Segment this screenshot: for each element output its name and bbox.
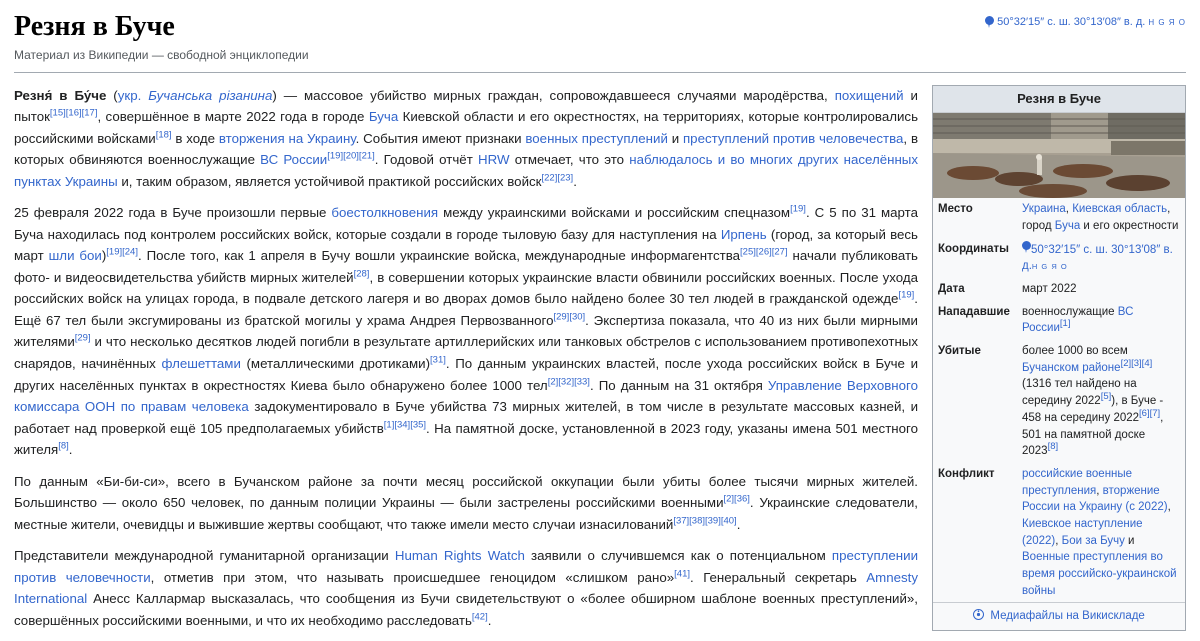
reference-marker[interactable]: [18] [155, 129, 172, 141]
infobox-title: Резня в Буче [933, 86, 1185, 114]
infobox-row-label: Конфликт [938, 467, 995, 480]
article-link[interactable]: наблюдалось и во многих других населённых пунктах Украины [14, 152, 918, 189]
article-text: , 501 на памятной доске 2023 [1022, 411, 1164, 458]
infobox-row-value [1017, 238, 1185, 278]
article-text: ( [106, 87, 118, 103]
article-link[interactable]: Бучанском районе [1022, 361, 1121, 374]
article-text: и [1124, 534, 1135, 547]
article-text: , в совершении которых украинские власти обвинили российских военных. После ухода российских войск на улицах города, в подвале детского лагеря и во дворах домов было найдено более 30 тел людей в гражданской одежде [14, 269, 919, 307]
article-text: . Экспертиза показала, что 40 из них были мирными жителями [14, 312, 918, 350]
article-text: 25 февраля 2022 года в Буче произошли первые [14, 205, 332, 221]
reference-marker[interactable]: [42] [471, 611, 488, 623]
infobox-row [933, 340, 1185, 463]
infobox-table [933, 198, 1185, 602]
article-link[interactable]: похищений [834, 87, 904, 103]
article-paragraph [14, 471, 918, 536]
commons-link[interactable]: Медиафайлы на Викискладе [990, 610, 1145, 623]
infobox-row-label: Место [938, 203, 973, 216]
article-text: . Украинские следователи, местные жители, очевидцы и выжившие жертвы сообщают, что также имели место случаи изнасилований [14, 495, 918, 532]
article-text: . [573, 173, 577, 189]
article-text: более 1000 во всем [1022, 345, 1128, 358]
article-link[interactable]: Управление Верховного комиссара ООН по правам человека [14, 377, 918, 415]
reference-marker[interactable]: [41] [674, 568, 691, 580]
article-link[interactable]: шли бои [48, 248, 102, 264]
article-text: , [1055, 534, 1062, 547]
article-link[interactable]: военных преступлений [525, 130, 668, 146]
article-text: начали публиковать фото- и видеосвидетельства убийств мирных жителей [14, 248, 918, 285]
infobox-row [933, 301, 1185, 340]
article-text: По данным «Би-би-си», всего в Бучанском районе за почти месяц российской оккупации были убиты более тысячи мирных жителей. Большинство — около 650 человек, по данным полиции Украины — были застрелены российскими военными [14, 473, 918, 511]
article-text: . [736, 516, 741, 532]
geohack-icons[interactable]: H G Я O [1031, 262, 1068, 272]
infobox-row-value [1017, 463, 1185, 602]
infobox-commons-row[interactable] [933, 602, 1185, 630]
article-text: Анесс Каллармар высказалась, что сообщения из Бучи свидетельствуют о «более обширном шаблоне военных преступлений», совершённых российскими военными, и что их необходимо расследовать [14, 591, 918, 628]
reference-marker[interactable]: [29] [74, 333, 91, 345]
article-text: . Ещё 67 тел были эксгумированы из братской могилы у храма Андрея Первозванного [14, 291, 918, 328]
article-paragraph [14, 85, 918, 193]
article-text: . С 5 по 31 марта Буча находилась под контролем российских войск, которые создали в городе тыловую базу для наступления на [14, 205, 918, 242]
article-text: задокументировало в Буче убийства 73 мирных жителей, в том числе в результате массовых казней, и работает над проверкой ещё 105 предполагаемых убийств [14, 399, 919, 436]
coordinates-link[interactable]: 50°32′15″ с. ш. 30°13′08″ в. д. [997, 16, 1146, 28]
reference-marker[interactable]: [6][7] [1139, 408, 1161, 419]
map-marker-icon [985, 16, 994, 28]
reference-marker[interactable]: [37][38][39][40] [673, 515, 737, 527]
article-link[interactable]: боестолкновения [331, 205, 439, 221]
article-text: заявили о случившемся как о потенциальном [524, 548, 832, 564]
article-text: , [1167, 501, 1171, 514]
article-term: Резня́ в Бу́че [14, 87, 107, 103]
article-text: и что несколько десятков людей погибли в результате артиллерийских или танковых обстрелов с использованием противопехотных снарядов, начинённых [14, 334, 918, 371]
infobox-row [933, 278, 1185, 301]
article-text: . По данным украинских властей, после ухода российских войск в Буче и других населённых пунктах в окрестностях Киева было обнаружено более 1000 тел [14, 355, 918, 393]
reference-marker[interactable]: [28] [353, 268, 370, 280]
article-text: военнослужащие [1022, 305, 1118, 318]
infobox-row [933, 238, 1185, 278]
infobox-row-label: Убитые [938, 345, 981, 358]
article-link[interactable]: Буча [1054, 220, 1081, 233]
article-link[interactable]: Киевская область [1072, 203, 1168, 216]
article-text: отмечает, что это [509, 152, 630, 168]
infobox-row-value [1017, 301, 1185, 340]
article-link[interactable]: Буча [368, 109, 399, 125]
article-text: (город, за который весь март [14, 226, 918, 264]
reference-marker[interactable]: [19] [790, 203, 806, 215]
article-link[interactable]: укр. [117, 87, 142, 103]
reference-marker[interactable]: [19][20][21] [327, 150, 375, 162]
article-link[interactable]: Amnesty International [14, 569, 919, 607]
article-text: . По данным на 31 октября [589, 377, 768, 393]
article-text: , в которых обвиняются военнослужащие [14, 130, 919, 168]
article-text: (1316 тел найдено на середину 2022 [1022, 378, 1137, 408]
reference-marker[interactable]: [8] [1047, 441, 1059, 453]
article-text: и [667, 130, 683, 146]
page-title: Резня в Буче [14, 11, 175, 42]
article-text: . [68, 442, 73, 458]
reference-marker[interactable]: [2][36] [723, 493, 750, 505]
reference-marker[interactable]: [1][34][35] [383, 419, 427, 431]
article-text: Представители международной гуманитарной организации [14, 548, 395, 564]
article-text: , совершённое в марте 2022 года в городе [97, 109, 369, 125]
infobox-row [933, 198, 1185, 237]
title-block [14, 10, 309, 66]
infobox-row-value [1017, 278, 1185, 301]
reference-marker[interactable]: [22][23] [541, 172, 574, 184]
article-link[interactable]: Военные преступления во время российско-украинской войны [1022, 551, 1177, 597]
article-text: ) [101, 248, 107, 264]
commons-icon [973, 609, 984, 620]
article-link[interactable]: 50°32′15″ с. ш. 30°13′08″ в. д. [1022, 243, 1173, 273]
article-link[interactable]: Бучанська різанина [148, 87, 273, 103]
article-text: в ходе [171, 130, 219, 146]
article-link[interactable]: вторжения на Украину [218, 130, 356, 146]
infobox-row-value [1017, 340, 1185, 463]
article-text: Киевской области и его окрестностях, на территориях, которые контролировались российскими войсками [14, 109, 918, 146]
article-text: , город [1022, 203, 1171, 233]
title-divider [14, 72, 1186, 73]
article-text: . После того, как 1 апреля в Бучу вошли украинские войска, международные информагентства [137, 248, 741, 264]
article-link[interactable]: Ирпень [720, 226, 767, 242]
article-text: . На памятной доске, установленной в 2023 году, указаны имена 501 местного жителя [14, 420, 918, 458]
reference-marker[interactable]: [31] [430, 354, 446, 366]
article-text: . Генеральный секретарь [690, 569, 867, 585]
reference-marker[interactable]: [8] [58, 440, 69, 452]
page-coordinates[interactable] [985, 16, 1186, 28]
article-text: и его окрестности [1080, 220, 1179, 233]
infobox-row [933, 463, 1185, 602]
article-link[interactable]: ВС России [1022, 305, 1134, 335]
title-row [14, 10, 1186, 66]
reference-marker[interactable]: [2][32][33] [547, 376, 590, 388]
article-link[interactable]: ВС России [260, 152, 328, 168]
article-body [14, 85, 918, 641]
reference-marker[interactable]: [15][16][17] [49, 107, 98, 119]
article-text: ) — массовое убийство мирных граждан, сопровождавшееся случаями мародёрства, [272, 87, 835, 103]
infobox-row-value [1017, 198, 1185, 237]
article-link[interactable]: Киевское наступление (2022) [1022, 517, 1143, 547]
article-paragraph [14, 202, 918, 460]
article-link[interactable]: преступлений против человечества [682, 130, 904, 146]
article-text: . [487, 612, 492, 628]
article-link[interactable]: Бои за Бучу [1061, 534, 1125, 547]
map-marker-icon [1022, 241, 1031, 253]
infobox-row-label: Координаты [938, 242, 1009, 255]
reference-marker[interactable]: [29][30] [553, 311, 586, 323]
article-text: ), в Буче - 458 на середину 2022 [1022, 395, 1164, 424]
article-paragraph [14, 545, 918, 631]
reference-marker[interactable]: [19][24] [106, 246, 138, 258]
reference-marker[interactable]: [19] [898, 289, 915, 301]
article-text: и пыток [14, 87, 918, 125]
reference-marker[interactable]: [2][3][4] [1120, 357, 1153, 369]
article-text: март 2022 [1022, 283, 1077, 296]
article-text: между украинскими войсками и российским спецназом [438, 205, 791, 221]
content-wrapper [14, 85, 1186, 641]
article-link[interactable]: Украина [1022, 203, 1066, 216]
article-text: , [1065, 203, 1073, 216]
article-link[interactable]: флешеттами [161, 355, 241, 371]
article-link[interactable]: преступлении против человечности [14, 548, 919, 585]
article-text: , отметив при этом, что называть происшедшее геноцидом «слишком рано» [150, 569, 675, 585]
page-subtitle: Материал из Википедии — свободной энциклопедии [14, 47, 309, 62]
article-link[interactable]: вторжение России на Украину (с 2022) [1022, 484, 1168, 514]
geohack-icons[interactable]: H G Я O [1148, 17, 1186, 27]
reference-marker[interactable]: [5] [1100, 391, 1112, 403]
infobox-row-label: Дата [938, 283, 965, 296]
infobox [932, 85, 1186, 631]
reference-marker[interactable]: [1] [1059, 318, 1071, 330]
article-text: . Годовой отчёт [374, 152, 478, 168]
article-link[interactable]: Human Rights Watch [394, 548, 525, 564]
article-text: . События имеют признаки [355, 130, 526, 146]
article-link[interactable]: российские военные преступления [1022, 467, 1133, 497]
infobox-row-label: Нападавшие [938, 305, 1010, 318]
article-link[interactable]: HRW [477, 152, 510, 168]
infobox-image[interactable] [933, 113, 1185, 198]
article-text: и, таким образом, является устойчивой практикой российских войск [117, 173, 542, 189]
article-text: (металлическими дротиками) [240, 355, 431, 371]
reference-marker[interactable]: [25][26][27] [740, 246, 788, 258]
article-text: , [1096, 484, 1103, 497]
